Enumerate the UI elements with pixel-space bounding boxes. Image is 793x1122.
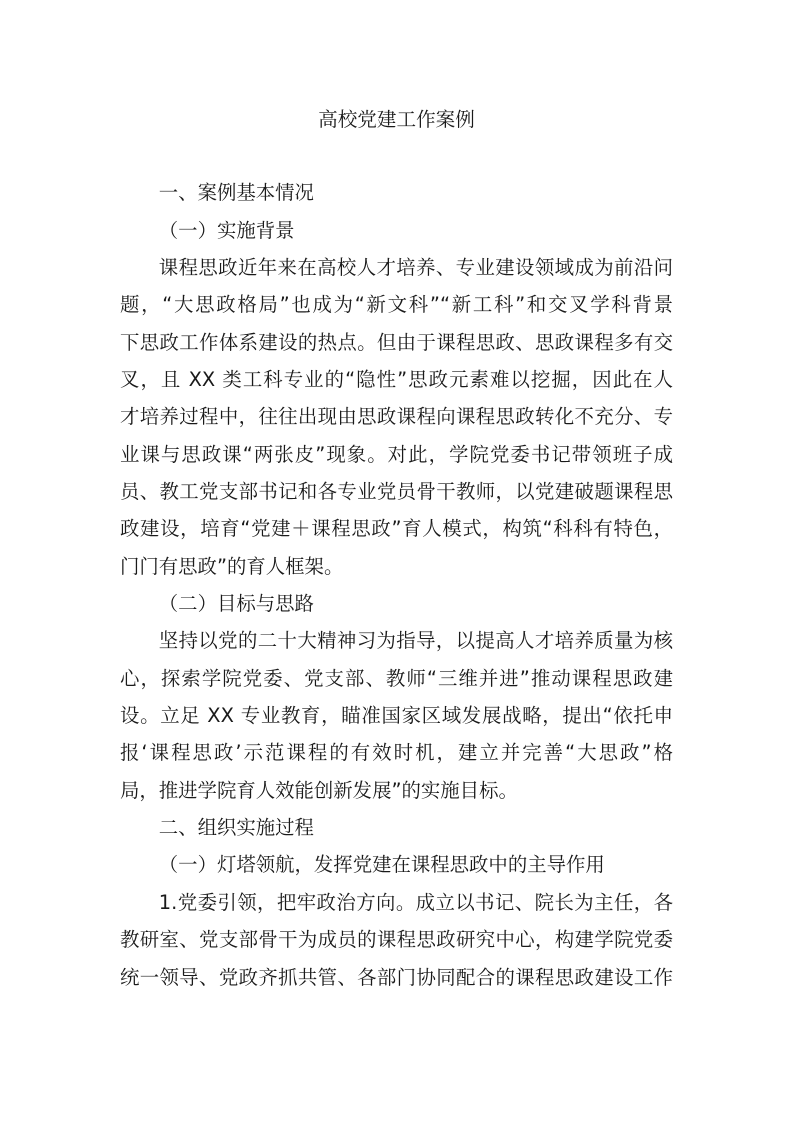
subsection-heading: （二）目标与思路 [158,592,314,616]
paragraph-line: 业课与思政课“两张皮”现象。对此，学院党委书记带领班子成 [120,442,673,466]
section-heading: 二、组织实施过程 [158,816,314,840]
paragraph-line: 1.党委引领，把牢政治方向。成立以书记、院长为主任，各 [158,890,673,914]
paragraph-line: 题，“大思政格局”也成为“新文科”“新工科”和交叉学科背景 [120,293,673,317]
paragraph-line: 报‘课程思政’示范课程的有效时机，建立并完善“大思政”格 [120,741,673,765]
paragraph-line: 叉，且 XX 类工科专业的“隐性”思政元素难以挖掘，因此在人 [120,368,673,392]
subsection-heading: （一）实施背景 [158,218,295,242]
paragraph-line: 心，探索学院党委、党支部、教师“三维并进”推动课程思政建 [120,666,673,690]
paragraph-line: 员、教工党支部书记和各专业党员骨干教师，以党建破题课程思 [120,480,673,504]
paragraph-line: 坚持以党的二十大精神习为指导，以提高人才培养质量为核 [158,629,673,653]
document-title: 高校党建工作案例 [318,108,475,131]
paragraph-line: 政建设，培育“党建＋课程思政”育人模式，构筑“科科有特色， [120,517,673,541]
subsection-heading: （一）灯塔领航，发挥党建在课程思政中的主导作用 [158,853,605,877]
paragraph-line: 统一领导、党政齐抓共管、各部门协同配合的课程思政建设工作 [120,965,673,989]
paragraph-line: 教研室、党支部骨干为成员的课程思政研究中心，构建学院党委 [120,928,673,952]
paragraph-line: 门门有思政”的育人框架。 [120,554,344,578]
section-heading: 一、案例基本情况 [158,181,314,205]
paragraph-line: 设。立足 XX 专业教育，瞄准国家区域发展战略，提出“依托申 [120,704,673,728]
document-body [120,174,673,996]
paragraph-line: 才培养过程中，往往出现由思政课程向课程思政转化不充分、专 [120,405,673,429]
paragraph-line: 下思政工作体系建设的热点。但由于课程思政、思政课程多有交 [120,330,673,354]
paragraph-line: 课程思政近年来在高校人才培养、专业建设领域成为前沿问 [158,255,673,279]
paragraph-line: 局，推进学院育人效能创新发展”的实施目标。 [120,778,518,802]
